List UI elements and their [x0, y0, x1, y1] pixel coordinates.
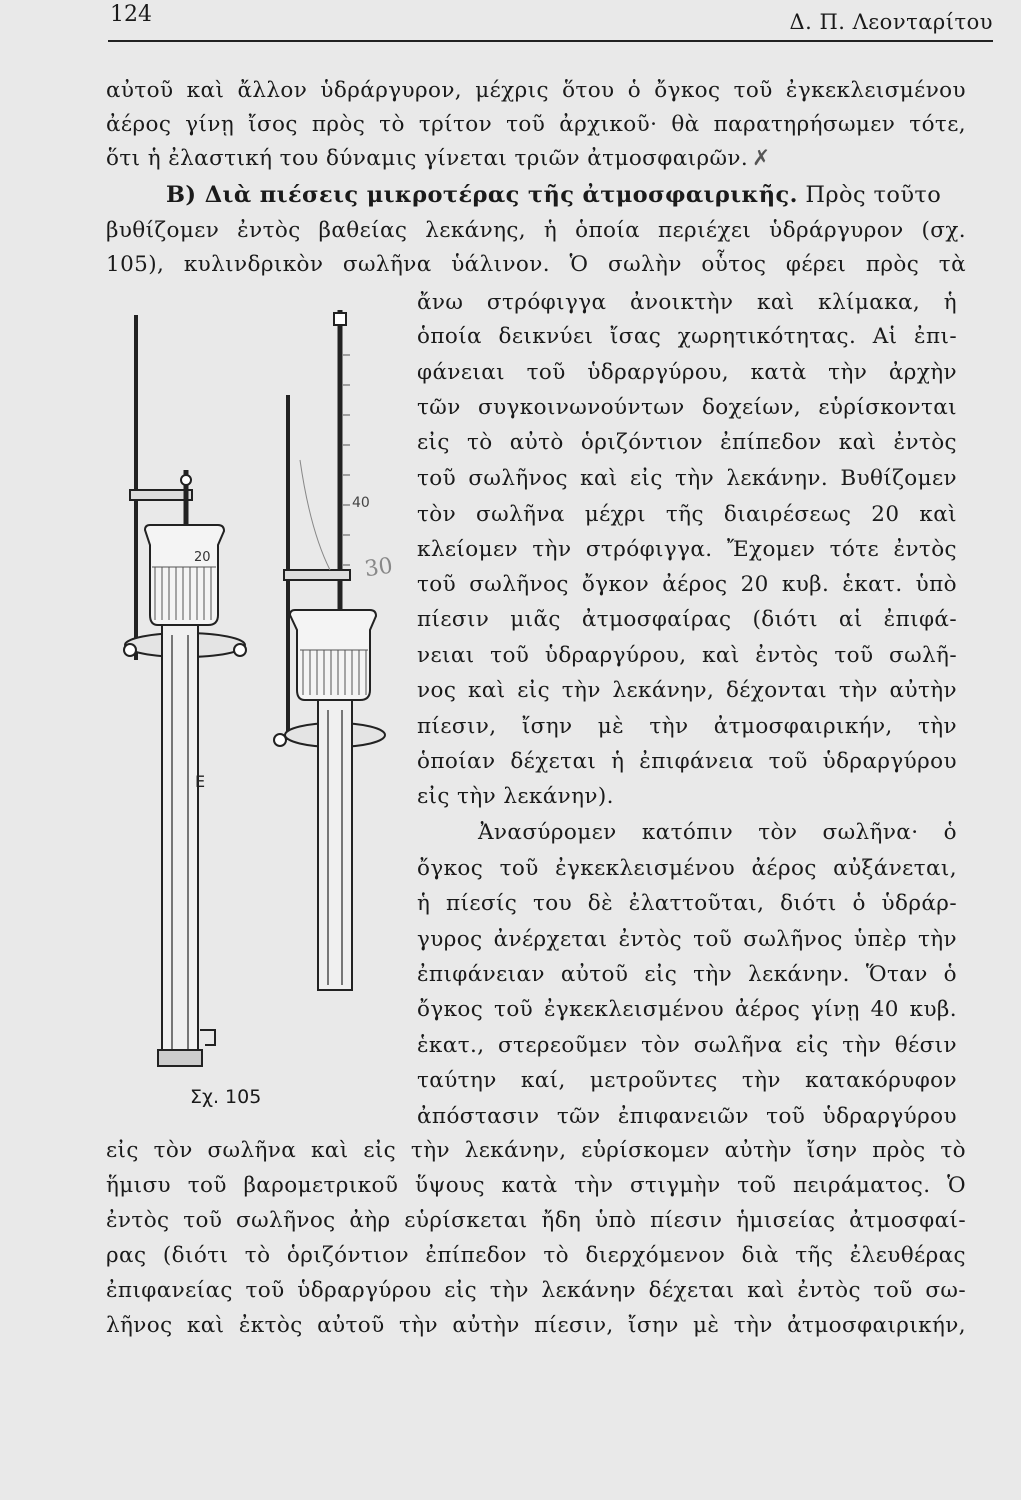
label-40: 40	[352, 495, 370, 511]
text-line-b1: εἰς τὸν σωλῆνα καὶ εἰς τὴν λεκάνην, εὑρίσκομεν αὐτὴν ἴσην πρὸς τὸ	[106, 1138, 966, 1163]
text-line-r19: γυρος ἀνέρχεται ἐντὸς τοῦ σωλῆνος ὑπὲρ τὴν	[417, 927, 957, 952]
text-line-r23: ταύτην καί, μετροῦντες τὴν κατακόρυφον	[417, 1068, 957, 1093]
text-line-r10: πίεσιν μιᾶς ἀτμοσφαίρας (διότι αἱ ἐπιφά-	[417, 607, 957, 632]
pencil-sketch	[300, 460, 330, 570]
text-line-r1: ἄνω στρόφιγγα ἀνοικτὴν καὶ κλίμακα, ἡ	[417, 290, 957, 315]
text-line-r17: ὄγκος τοῦ ἐγκεκλεισμένου ἀέρος αὐξάνεται,	[417, 856, 957, 881]
text-line-6: 105), κυλινδρικὸν σωλῆνα ὑάλινον. Ὁ σωλὴν οὗτος φέρει πρὸς τὰ	[106, 252, 966, 277]
text-line-r11: νειαι τοῦ ὑδραργύρου, καὶ ἐντὸς τοῦ σωλῆ-	[417, 643, 957, 668]
text-line-r12: νος καὶ εἰς τὴν λεκάνην, δέχονται τὴν αὐτὴν	[417, 678, 957, 703]
text-line-3	[106, 146, 771, 171]
label-30: 30	[363, 553, 395, 583]
figure-caption: Σχ. 105	[190, 1086, 262, 1108]
text-line-r22: ἑκατ., στερεοῦμεν τὸν σωλῆνα εἰς τὴν θέσιν	[417, 1033, 957, 1058]
text-line-r16: Ἀνασύρομεν κατόπιν τὸν σωλῆνα· ὁ	[478, 820, 957, 845]
apparatus-illustration	[100, 295, 410, 1085]
text-line-r3: φάνειαι τοῦ ὑδραργύρου, κατὰ τὴν ἀρχὴν	[417, 360, 957, 385]
text-line-3-body: ὅτι ἡ ἐλαστική του δύναμις γίνεται τριῶν ἀτμοσφαιρῶν.	[106, 146, 749, 171]
text-line-2: ἀέρος γίνῃ ἴσος πρὸς τὸ τρίτον τοῦ ἀρχικοῦ· θὰ παρατηρήσωμεν τότε,	[106, 112, 966, 137]
figure-105	[100, 295, 410, 1085]
handwritten-x-mark: ✗	[752, 146, 771, 171]
header-rule	[108, 40, 993, 42]
label-e: E	[195, 772, 206, 791]
text-line-r13: πίεσιν, ἴσην μὲ τὴν ἀτμοσφαιρικήν, τὴν	[417, 714, 957, 739]
text-line-5: βυθίζομεν ἐντὸς βαθείας λεκάνης, ἡ ὁποία περιέχει ὑδράργυρον (σχ.	[106, 218, 966, 243]
text-line-r24: ἀπόστασιν τῶν ἐπιφανειῶν τοῦ ὑδραργύρου	[417, 1104, 957, 1129]
text-line-b5: ἐπιφανείας τοῦ ὑδραργύρου εἰς τὴν λεκάνην δέχεται καὶ ἐντὸς τοῦ σω-	[106, 1278, 966, 1303]
text-line-r6: τοῦ σωλῆνος καὶ εἰς τὴν λεκάνην. Βυθίζομεν	[417, 466, 957, 491]
text-line-r18: ἡ πίεσίς του δὲ ἐλαττοῦται, διότι ὁ ὑδράρ-	[417, 891, 957, 916]
page-number: 124	[110, 2, 152, 27]
text-line-r5: εἰς τὸ αὐτὸ ὁριζόντιον ἐπίπεδον καὶ ἐντὸς	[417, 430, 957, 455]
running-head: Δ. Π. Λεονταρίτου	[789, 10, 993, 34]
section-heading: B) Διὰ πιέσεις μικροτέρας τῆς ἀτμοσφαιρικῆς.	[166, 182, 798, 208]
text-line-b6: λῆνος καὶ ἐκτὸς αὐτοῦ τὴν αὐτὴν πίεσιν, ἴσην μὲ τὴν ἀτμοσφαιρικήν,	[106, 1313, 966, 1338]
section-heading-line	[166, 182, 966, 208]
left-stopcock	[181, 475, 191, 485]
text-line-r20: ἐπιφάνειαν αὐτοῦ εἰς τὴν λεκάνην. Ὅταν ὁ	[417, 962, 957, 987]
right-clamp	[284, 570, 350, 580]
text-line-r9: τοῦ σωλῆνος ὄγκον ἀέρος 20 κυβ. ἑκατ. ὑπὸ	[417, 572, 957, 597]
left-bottom-tap	[200, 1030, 215, 1045]
left-lower-tube	[162, 625, 198, 1055]
text-line-r14: ὁποίαν δέχεται ἡ ἐπιφάνεια τοῦ ὑδραργύρου	[417, 749, 957, 774]
text-line-r7: τὸν σωλῆνα μέχρι τῆς διαιρέσεως 20 καὶ	[417, 502, 957, 527]
text-line-r4: τῶν συγκοινωνούντων δοχείων, εὑρίσκονται	[417, 395, 957, 420]
text-line-r2: ὁποία δεικνύει ἴσας χωρητικότητας. Αἱ ἐπι-	[417, 324, 957, 349]
text-line-1: αὐτοῦ καὶ ἄλλον ὑδράργυρον, μέχρις ὅτου ὁ ὄγκος τοῦ ἐγκεκλεισμένου	[106, 78, 966, 103]
right-scale-ticks	[343, 355, 350, 565]
text-line-r8: κλείομεν τὴν στρόφιγγα. Ἔχομεν τότε ἐντὸς	[417, 537, 957, 562]
label-20: 20	[194, 550, 211, 565]
text-line-r21: ὄγκος τοῦ ἐγκεκλεισμένου ἀέρος γίνῃ 40 κυβ.	[417, 997, 957, 1022]
text-line-b4: ρας (διότι τὸ ὁριζόντιον ἐπίπεδον τὸ διερχόμενον διὰ τῆς ἐλευθέρας	[106, 1243, 966, 1268]
right-lower-tube	[318, 700, 352, 990]
text-line-b2: ἥμισυ τοῦ βαρομετρικοῦ ὕψους κατὰ τὴν στιγμὴν τοῦ πειράματος. Ὁ	[106, 1173, 966, 1198]
section-heading-continuation: Πρὸς τοῦτο	[797, 182, 942, 208]
text-line-r15: εἰς τὴν λεκάνην).	[417, 784, 614, 809]
left-clamp	[130, 490, 192, 500]
left-beaker	[145, 525, 224, 625]
text-line-b3: ἐντὸς τοῦ σωλῆνος ἀὴρ εὑρίσκεται ἤδη ὑπὸ πίεσιν ἡμισείας ἀτμοσφαί-	[106, 1208, 966, 1233]
